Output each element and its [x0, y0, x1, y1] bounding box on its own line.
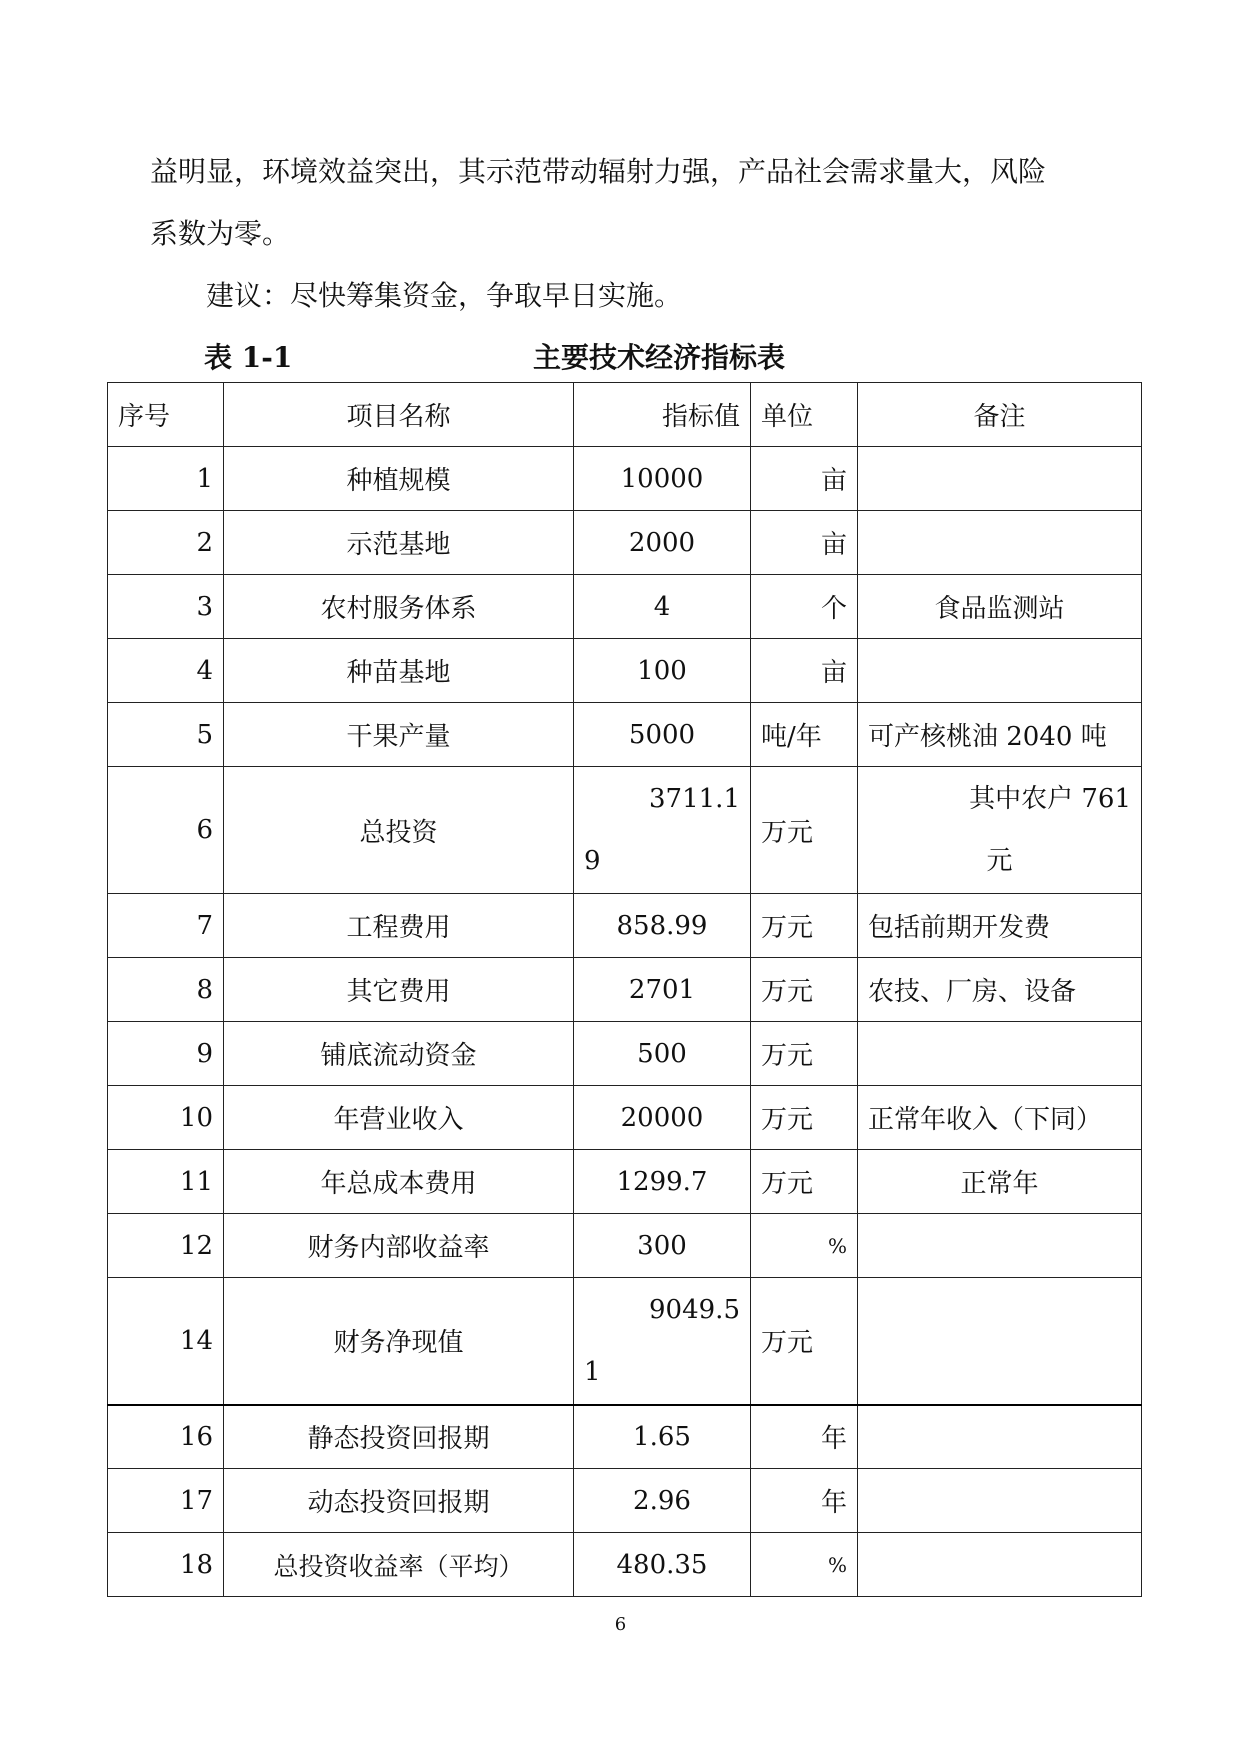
- row-no: 11: [108, 1150, 224, 1214]
- row-value: 4: [574, 575, 751, 639]
- row-name: 示范基地: [224, 511, 574, 575]
- header-value: 指标值: [574, 383, 751, 447]
- table-row: [108, 894, 1142, 958]
- row-unit: 年: [751, 1469, 858, 1533]
- row-note: 可产核桃油 2040 吨: [858, 703, 1142, 767]
- header-no: 序号: [108, 383, 224, 447]
- indicator-table: [107, 382, 1142, 1597]
- row-no: 17: [108, 1469, 224, 1533]
- row-unit: 万元: [751, 894, 858, 958]
- row-value: 500: [574, 1022, 751, 1086]
- row-value-line-1: 9049.5: [649, 1294, 740, 1325]
- row-value: 20000: [574, 1086, 751, 1150]
- row-no: 4: [108, 639, 224, 703]
- row-note: [858, 1469, 1142, 1533]
- row-no: 18: [108, 1533, 224, 1597]
- row-note: [858, 1533, 1142, 1597]
- row-note: 食品监测站: [858, 575, 1142, 639]
- row-name: 总投资收益率（平均）: [224, 1533, 574, 1597]
- row-name: 种植规模: [224, 447, 574, 511]
- intro-line-1: 益明显，环境效益突出，其示范带动辐射力强，产品社会需求量大，风险: [150, 155, 1047, 188]
- row-value: 858.99: [574, 894, 751, 958]
- recommendation-line: 建议：尽快筹集资金，争取早日实施。: [206, 279, 683, 312]
- table-row: [108, 1405, 1142, 1469]
- table-row: [108, 1278, 1142, 1405]
- row-name: 干果产量: [224, 703, 574, 767]
- row-name: 静态投资回报期: [224, 1405, 574, 1469]
- row-unit: 亩: [751, 447, 858, 511]
- row-name: 铺底流动资金: [224, 1022, 574, 1086]
- row-value: 2701: [574, 958, 751, 1022]
- row-unit: 万元: [751, 1086, 858, 1150]
- table-row: [108, 511, 1142, 575]
- row-unit: 万元: [751, 958, 858, 1022]
- row-value: 480.35: [574, 1533, 751, 1597]
- row-note-line-2: 元: [986, 846, 1013, 876]
- row-unit: %: [751, 1533, 858, 1597]
- row-value: [574, 1278, 751, 1405]
- row-unit: 万元: [751, 767, 858, 894]
- row-no: 16: [108, 1405, 224, 1469]
- table-row: [108, 1214, 1142, 1278]
- table-row: [108, 1533, 1142, 1597]
- table-row: [108, 575, 1142, 639]
- table-row: [108, 1086, 1142, 1150]
- row-no: 2: [108, 511, 224, 575]
- row-no: 9: [108, 1022, 224, 1086]
- row-no: 1: [108, 447, 224, 511]
- table-row: [108, 639, 1142, 703]
- row-no: 7: [108, 894, 224, 958]
- row-name: 工程费用: [224, 894, 574, 958]
- row-value: 300: [574, 1214, 751, 1278]
- row-unit: 吨/年: [751, 703, 858, 767]
- table-header-row: [108, 383, 1142, 447]
- row-unit: 万元: [751, 1150, 858, 1214]
- row-unit: 个: [751, 575, 858, 639]
- table-label: 表 1-1: [204, 341, 293, 374]
- row-value-line-2: 1: [584, 1356, 601, 1387]
- row-value-line-1: 3711.1: [649, 784, 740, 814]
- row-unit: 亩: [751, 639, 858, 703]
- row-note: 正常年: [858, 1150, 1142, 1214]
- intro-line-2: 系数为零。: [150, 217, 291, 250]
- row-value-line-2: 9: [584, 846, 601, 876]
- row-note: [858, 1022, 1142, 1086]
- row-no: 14: [108, 1278, 224, 1405]
- row-name: 财务内部收益率: [224, 1214, 574, 1278]
- row-note: [858, 511, 1142, 575]
- row-unit: 亩: [751, 511, 858, 575]
- table-row: [108, 1022, 1142, 1086]
- row-value: 2000: [574, 511, 751, 575]
- row-unit: 万元: [751, 1022, 858, 1086]
- row-note: [858, 447, 1142, 511]
- row-value: [574, 767, 751, 894]
- table-title: 主要技术经济指标表: [533, 341, 786, 374]
- row-no: 10: [108, 1086, 224, 1150]
- header-name: 项目名称: [224, 383, 574, 447]
- row-name: 动态投资回报期: [224, 1469, 574, 1533]
- row-unit: 万元: [751, 1278, 858, 1405]
- header-note: 备注: [858, 383, 1142, 447]
- row-name: 总投资: [224, 767, 574, 894]
- row-no: 3: [108, 575, 224, 639]
- row-name: 财务净现值: [224, 1278, 574, 1405]
- table-row: [108, 1150, 1142, 1214]
- header-unit: 单位: [751, 383, 858, 447]
- row-name: 年总成本费用: [224, 1150, 574, 1214]
- table-row: [108, 958, 1142, 1022]
- row-value: 1.65: [574, 1405, 751, 1469]
- row-note: [858, 1214, 1142, 1278]
- table-row: [108, 703, 1142, 767]
- row-value: 100: [574, 639, 751, 703]
- row-name: 年营业收入: [224, 1086, 574, 1150]
- row-no: 12: [108, 1214, 224, 1278]
- table-row: [108, 1469, 1142, 1533]
- table-row: [108, 447, 1142, 511]
- row-no: 5: [108, 703, 224, 767]
- row-note: 农技、厂房、设备: [858, 958, 1142, 1022]
- row-value: 2.96: [574, 1469, 751, 1533]
- row-unit: 年: [751, 1405, 858, 1469]
- row-name: 种苗基地: [224, 639, 574, 703]
- row-note: [858, 639, 1142, 703]
- row-no: 8: [108, 958, 224, 1022]
- row-note-line-1: 其中农户 761: [969, 784, 1131, 814]
- row-value: 5000: [574, 703, 751, 767]
- row-note: 包括前期开发费: [858, 894, 1142, 958]
- page-number: 6: [614, 1614, 627, 1635]
- row-note: [858, 1405, 1142, 1469]
- row-note: 正常年收入（下同）: [858, 1086, 1142, 1150]
- row-note: [858, 1278, 1142, 1405]
- row-value: 10000: [574, 447, 751, 511]
- table-row: [108, 767, 1142, 894]
- row-no: 6: [108, 767, 224, 894]
- row-value: 1299.7: [574, 1150, 751, 1214]
- row-name: 农村服务体系: [224, 575, 574, 639]
- row-unit: %: [751, 1214, 858, 1278]
- row-note: [858, 767, 1142, 894]
- row-name: 其它费用: [224, 958, 574, 1022]
